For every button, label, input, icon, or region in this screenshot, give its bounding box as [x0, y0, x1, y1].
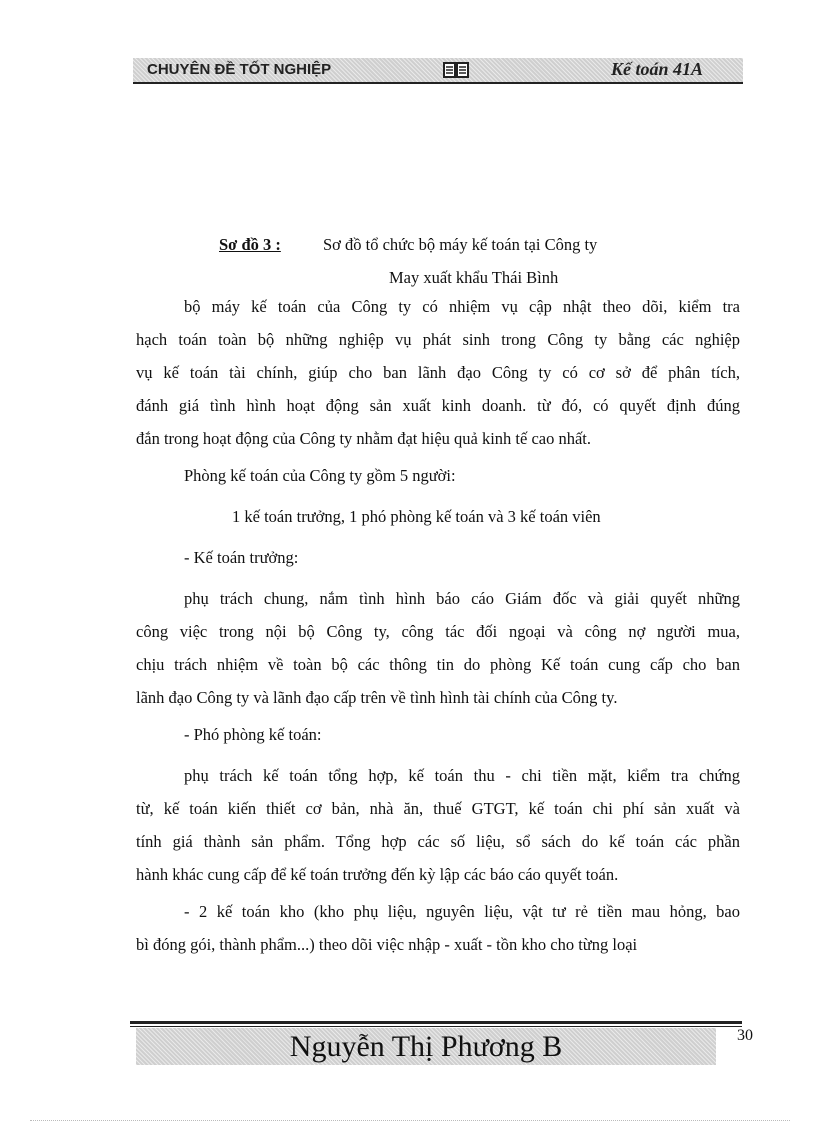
paragraph-line: - 2 kế toán kho (kho phụ liệu, nguyên liệu, vật tư rẻ tiền mau hỏng, bao — [184, 902, 740, 921]
paragraph-line: từ, kế toán kiến thiết cơ bản, nhà ăn, thuế GTGT, kế toán chi phí sản xuất và — [136, 799, 740, 818]
paragraph-line: bộ máy kế toán của Công ty có nhiệm vụ cập nhật theo dõi, kiểm tra — [184, 297, 740, 316]
heading-deputy-accountant: - Phó phòng kế toán: — [184, 725, 322, 744]
paragraph-line: chịu trách nhiệm về toàn bộ các thông tin do phòng Kế toán cung cấp cho ban — [136, 655, 740, 674]
paragraph-line: lãnh đạo Công ty và lãnh đạo cấp trên về tình hình tài chính của Công ty. — [136, 688, 618, 707]
footer-band — [136, 1028, 716, 1065]
header-band — [133, 58, 743, 82]
paragraph-line: vụ kế toán tài chính, giúp cho ban lãnh đạo Công ty có cơ sở để phân tích, — [136, 363, 740, 382]
diagram-label: Sơ đồ 3 : — [219, 235, 281, 254]
heading-chief-accountant: - Kế toán trưởng: — [184, 548, 299, 567]
paragraph-line: phụ trách kế toán tổng hợp, kế toán thu - chi tiền mặt, kiểm tra chứng — [184, 766, 740, 785]
paragraph-line: bì đóng gói, thành phẩm...) theo dõi việc nhập - xuất - tồn kho cho từng loại — [136, 935, 638, 954]
diagram-title-line1: Sơ đồ tổ chức bộ máy kế toán tại Công ty — [323, 235, 598, 254]
paragraph-line: hành khác cung cấp để kế toán trưởng đến kỳ lập các báo cáo quyết toán. — [136, 865, 619, 884]
paragraph-line: đắn trong hoạt động của Công ty nhằm đạt hiệu quả kinh tế cao nhất. — [136, 429, 592, 448]
paragraph-line: tính giá thành sản phẩm. Tổng hợp các số liệu, sổ sách do kế toán các phần — [136, 832, 740, 851]
page-number: 30 — [737, 1027, 753, 1044]
header-rule — [133, 82, 743, 84]
header-title: CHUYÊN ĐỀ TỐT NGHIỆP — [147, 61, 332, 78]
staff-intro: Phòng kế toán của Công ty gồm 5 người: — [184, 466, 456, 485]
paragraph-line: phụ trách chung, nắm tình hình báo cáo Giám đốc và giải quyết những — [184, 589, 740, 608]
staff-breakdown: 1 kế toán trưởng, 1 phó phòng kế toán và 3 kế toán viên — [232, 507, 601, 526]
header-course: Kế toán 41A — [610, 59, 703, 79]
page-edge — [30, 1120, 790, 1121]
author-name: Nguyễn Thị Phương B — [289, 1030, 563, 1063]
diagram-title-line2: May xuất khẩu Thái Bình — [389, 268, 559, 287]
footer-rule — [130, 1021, 742, 1024]
footer-rule-thin — [130, 1026, 742, 1027]
paragraph-line: đánh giá tình hình hoạt động sản xuất kinh doanh. từ đó, có quyết định đúng — [136, 396, 740, 415]
book-icon — [443, 61, 469, 79]
paragraph-line: công việc trong nội bộ Công ty, công tác đối ngoại và công nợ người mua, — [136, 622, 740, 641]
paragraph-line: hạch toán toàn bộ những nghiệp vụ phát sinh trong Công ty bằng các nghiệp — [136, 330, 740, 349]
